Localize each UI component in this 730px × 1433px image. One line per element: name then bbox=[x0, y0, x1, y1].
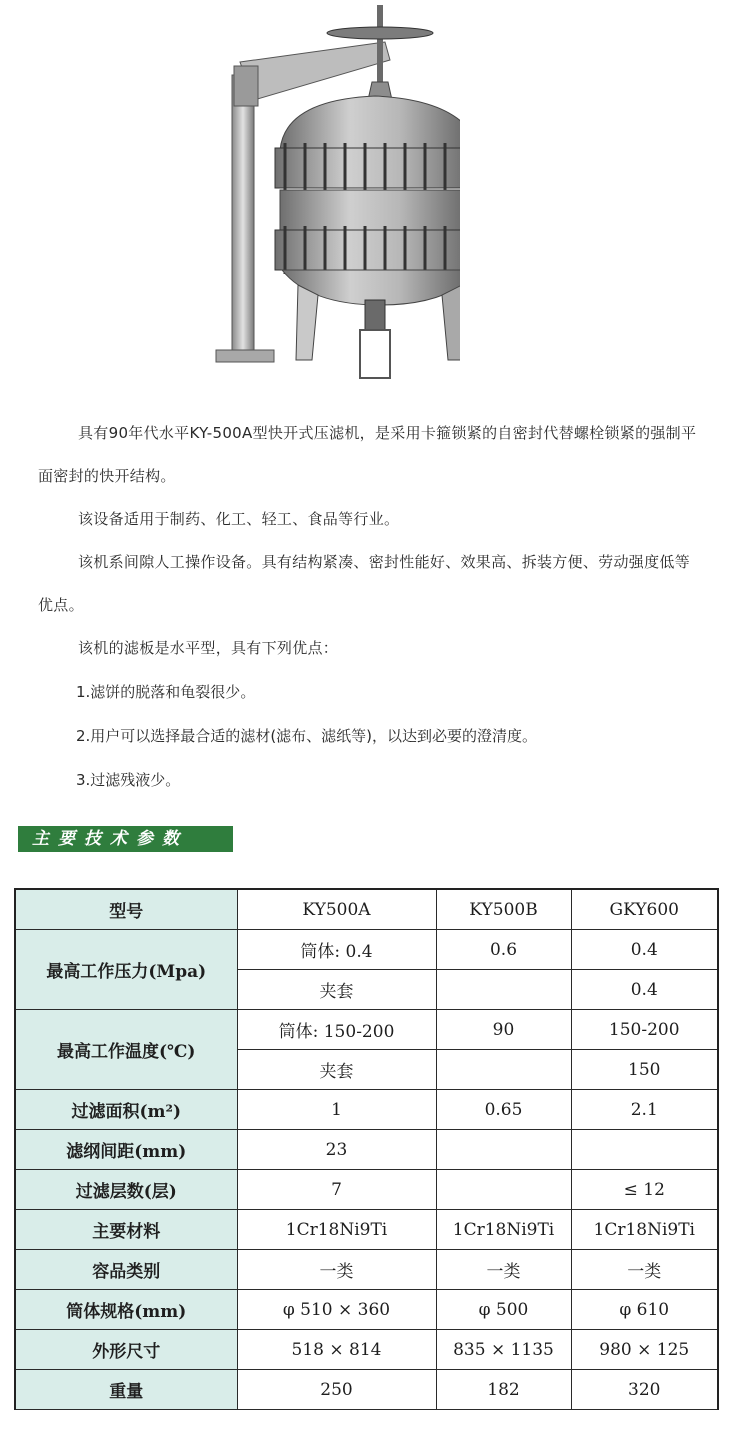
table-cell: 150 bbox=[571, 1050, 718, 1090]
filter-press-image bbox=[200, 0, 460, 395]
table-row bbox=[15, 1210, 718, 1250]
table-cell: 0.65 bbox=[436, 1090, 571, 1130]
table-cell: 0.6 bbox=[436, 930, 571, 970]
table-cell: 夹套 bbox=[237, 970, 436, 1010]
table-cell: 518 × 814 bbox=[237, 1330, 436, 1370]
spec-table bbox=[14, 888, 719, 1410]
model-header: KY500A bbox=[237, 889, 436, 930]
table-row bbox=[15, 1330, 718, 1370]
row-label: 过滤层数(层) bbox=[15, 1170, 237, 1210]
table-row bbox=[15, 1010, 718, 1050]
table-row bbox=[15, 1130, 718, 1170]
table-cell bbox=[436, 1170, 571, 1210]
table-row bbox=[15, 889, 718, 930]
row-label: 型号 bbox=[15, 889, 237, 930]
table-row bbox=[15, 1250, 718, 1290]
table-cell: 980 × 125 bbox=[571, 1330, 718, 1370]
table-cell: 0.4 bbox=[571, 970, 718, 1010]
table-cell: 250 bbox=[237, 1370, 436, 1410]
table-cell: 筒体: 0.4 bbox=[237, 930, 436, 970]
row-label: 筒体规格(mm) bbox=[15, 1290, 237, 1330]
table-cell: 一类 bbox=[237, 1250, 436, 1290]
row-label: 最高工作温度(℃) bbox=[15, 1010, 237, 1090]
row-label: 外形尺寸 bbox=[15, 1330, 237, 1370]
table-cell: 320 bbox=[571, 1370, 718, 1410]
table-cell: 1Cr18Ni9Ti bbox=[237, 1210, 436, 1250]
table-row bbox=[15, 930, 718, 970]
table-cell: 1 bbox=[237, 1090, 436, 1130]
table-row bbox=[15, 1290, 718, 1330]
table-cell: ≤ 12 bbox=[571, 1170, 718, 1210]
row-label: 最高工作压力(Mpa) bbox=[15, 930, 237, 1010]
table-cell: 一类 bbox=[571, 1250, 718, 1290]
table-row bbox=[15, 1370, 718, 1410]
model-header: KY500B bbox=[436, 889, 571, 930]
row-label: 容品类别 bbox=[15, 1250, 237, 1290]
advantage-item: 1.滤饼的脱落和龟裂很少。 bbox=[76, 683, 256, 701]
table-cell bbox=[436, 970, 571, 1010]
table-cell: 23 bbox=[237, 1130, 436, 1170]
row-label: 滤纲间距(mm) bbox=[15, 1130, 237, 1170]
table-cell bbox=[436, 1050, 571, 1090]
row-label: 主要材料 bbox=[15, 1210, 237, 1250]
table-cell: φ 500 bbox=[436, 1290, 571, 1330]
table-cell: 0.4 bbox=[571, 930, 718, 970]
advantage-item: 2.用户可以选择最合适的滤材(滤布、滤纸等)，以达到必要的澄清度。 bbox=[76, 727, 538, 745]
table-cell: 1Cr18Ni9Ti bbox=[571, 1210, 718, 1250]
table-cell: 2.1 bbox=[571, 1090, 718, 1130]
section-title: 主要技术参数 bbox=[18, 826, 233, 852]
table-cell bbox=[436, 1130, 571, 1170]
table-cell: 182 bbox=[436, 1370, 571, 1410]
table-row bbox=[15, 1090, 718, 1130]
row-label: 重量 bbox=[15, 1370, 237, 1410]
table-cell: 1Cr18Ni9Ti bbox=[436, 1210, 571, 1250]
table-cell bbox=[571, 1130, 718, 1170]
intro-paragraph: 该机系间隙人工操作设备。具有结构紧凑、密封性能好、效果高、拆装方便、劳动强度低等优点。 bbox=[38, 553, 691, 614]
table-cell: 筒体: 150-200 bbox=[237, 1010, 436, 1050]
model-header: GKY600 bbox=[571, 889, 718, 930]
table-row bbox=[15, 1170, 718, 1210]
table-cell: 夹套 bbox=[237, 1050, 436, 1090]
table-cell: 90 bbox=[436, 1010, 571, 1050]
table-cell: 150-200 bbox=[571, 1010, 718, 1050]
intro-paragraph: 该设备适用于制药、化工、轻工、食品等行业。 bbox=[78, 510, 400, 528]
table-cell: 7 bbox=[237, 1170, 436, 1210]
table-cell: φ 610 bbox=[571, 1290, 718, 1330]
advantage-item: 3.过滤残液少。 bbox=[76, 771, 181, 789]
row-label: 过滤面积(m²) bbox=[15, 1090, 237, 1130]
table-cell: 835 × 1135 bbox=[436, 1330, 571, 1370]
table-cell: 一类 bbox=[436, 1250, 571, 1290]
intro-paragraph: 该机的滤板是水平型，具有下列优点： bbox=[78, 639, 339, 657]
intro-paragraph: 具有90年代水平KY-500A型快开式压滤机，是采用卡箍锁紧的自密封代替螺栓锁紧的强制平面密封的快开结构。 bbox=[38, 424, 697, 485]
table-cell: φ 510 × 360 bbox=[237, 1290, 436, 1330]
intro-text bbox=[38, 412, 698, 802]
